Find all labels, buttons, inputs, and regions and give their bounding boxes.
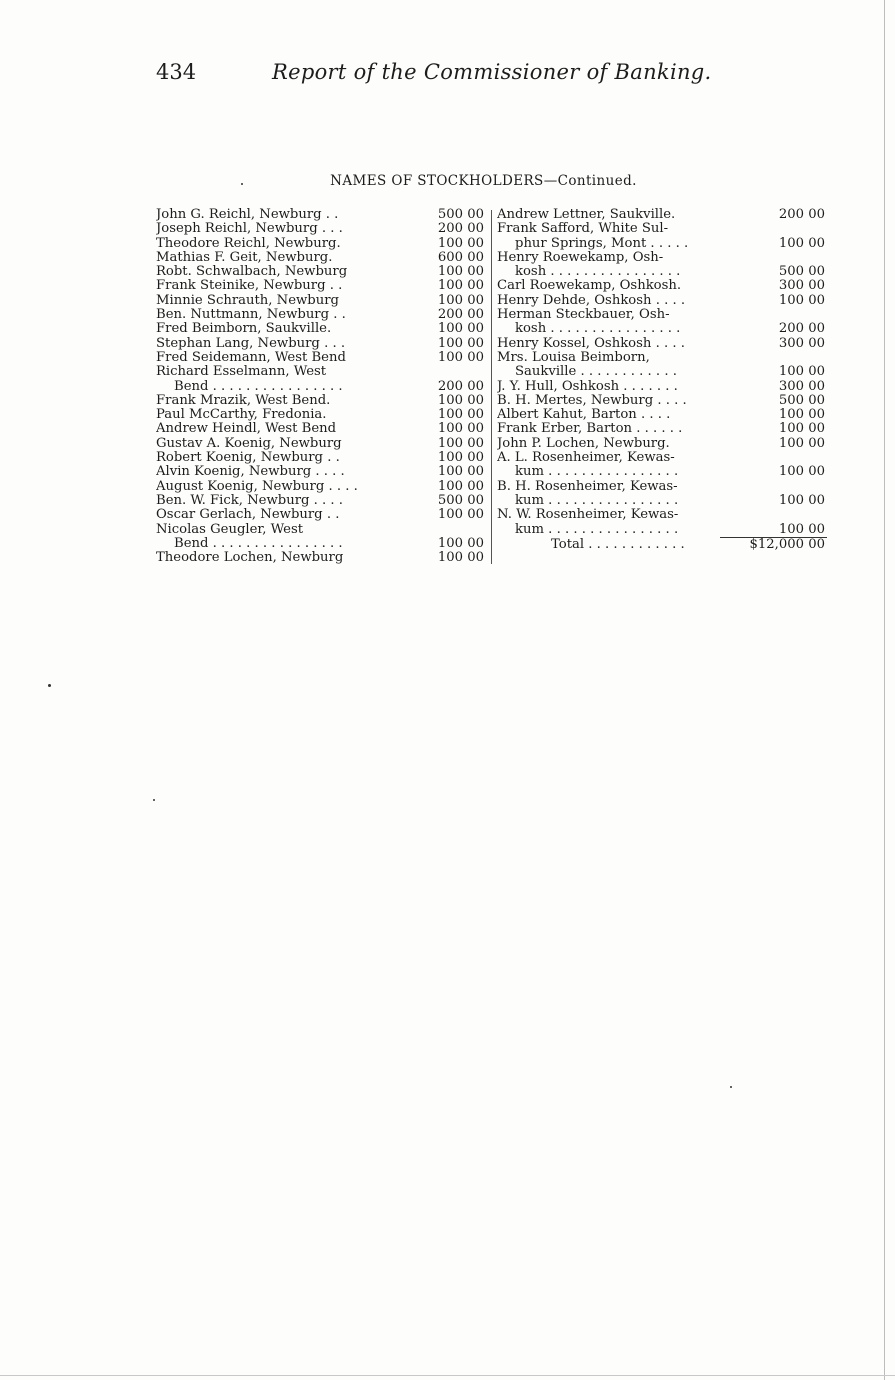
scan-speck (153, 799, 155, 801)
stockholder-name: Paul McCarthy, Fredonia. (156, 408, 327, 423)
stockholder-name: kosh . . . . . . . . . . . . . . . . (515, 322, 681, 337)
stock-amount: 100 00 (437, 292, 484, 308)
stockholder-name: Ben. Nuttmann, Newburg . . (156, 308, 346, 323)
stock-amount: 200 00 (437, 221, 484, 237)
stockholder-row (156, 465, 486, 479)
stockholder-row (497, 408, 827, 422)
stock-amount: 100 00 (437, 278, 484, 294)
scan-speck (730, 1086, 732, 1088)
stock-amount (720, 222, 827, 236)
stock-amount: 500 00 (778, 392, 825, 408)
stock-amount: 200 00 (437, 378, 484, 394)
column-divider (491, 210, 492, 564)
stockholder-row (156, 265, 486, 279)
stockholder-row (156, 508, 486, 522)
stockholder-row (156, 408, 486, 422)
stockholder-row (156, 380, 486, 394)
scan-speck (48, 684, 51, 687)
stockholder-name: Henry Kossel, Oshkosh . . . . (497, 336, 685, 351)
stockholder-name: Saukville . . . . . . . . . . . . (515, 365, 677, 380)
stockholder-row (156, 222, 486, 236)
stockholder-row (156, 279, 486, 293)
page-number: 434 (156, 60, 197, 84)
stockholder-name: Robert Koenig, Newburg . . (156, 451, 340, 466)
stockholder-row (156, 451, 486, 465)
stock-amount: 600 00 (437, 249, 484, 265)
stock-amount: 300 00 (778, 335, 825, 351)
stockholder-row (156, 480, 486, 494)
stockholder-name: A. L. Rosenheimer, Kewas- (497, 451, 675, 466)
stockholder-row (497, 351, 827, 365)
stockholder-name: Bend . . . . . . . . . . . . . . . . (174, 536, 343, 551)
stockholder-row (497, 451, 827, 465)
stockholder-list-right (497, 208, 827, 552)
stockholder-row (497, 523, 827, 537)
stockholder-row (497, 365, 827, 379)
stockholder-name: Fred Beimborn, Saukville. (156, 322, 332, 337)
running-title: Report of the Commissioner of Banking. (272, 60, 712, 84)
stockholder-row (156, 251, 486, 265)
stockholder-row (497, 394, 827, 408)
stock-amount: 300 00 (778, 378, 825, 394)
stock-amount: 100 00 (437, 235, 484, 251)
stock-amount: 100 00 (778, 292, 825, 308)
stock-amount: 100 00 (437, 450, 484, 466)
stock-amount: 100 00 (437, 435, 484, 451)
stockholder-name: Ben. W. Fick, Newburg . . . . (156, 493, 343, 508)
stockholder-row (156, 537, 486, 551)
stockholder-name: Frank Safford, White Sul- (497, 222, 669, 237)
stockholder-name: Stephan Lang, Newburg . . . (156, 336, 346, 351)
stock-amount: 100 00 (778, 521, 825, 537)
stockholder-name: phur Springs, Mont . . . . . (515, 236, 689, 251)
stockholder-row (497, 294, 827, 308)
stock-amount: 100 00 (778, 421, 825, 437)
stockholder-name: Oscar Gerlach, Newburg . . (156, 508, 340, 523)
stock-amount: 100 00 (437, 335, 484, 351)
stockholder-row (497, 508, 827, 522)
stockholder-row (156, 351, 486, 365)
stock-amount: 100 00 (437, 321, 484, 337)
stockholder-row (497, 308, 827, 322)
stockholder-row (497, 380, 827, 394)
stockholder-name: John G. Reichl, Newburg . . (156, 208, 339, 222)
stockholder-row (497, 265, 827, 279)
stock-amount: 100 00 (437, 507, 484, 523)
stockholder-name: Gustav A. Koenig, Newburg (156, 436, 342, 451)
stock-amount: 100 00 (437, 407, 484, 423)
stockholder-name: kum . . . . . . . . . . . . . . . . (515, 465, 679, 480)
stockholder-row (156, 337, 486, 351)
total-label: Total . . . . . . . . . . . . (551, 537, 685, 552)
page-edge (884, 0, 885, 1380)
stockholder-row (156, 523, 486, 537)
stockholder-name: Alvin Koenig, Newburg . . . . (156, 465, 345, 480)
stockholder-row (497, 480, 827, 494)
stockholder-name: B. H. Rosenheimer, Kewas- (497, 479, 678, 494)
section-heading: NAMES OF STOCKHOLDERS—Continued. (330, 173, 637, 189)
stock-amount (399, 365, 486, 379)
stockholder-row (497, 437, 827, 451)
stockholder-row (497, 237, 827, 251)
stockholder-name: Mathias F. Geit, Newburg. (156, 250, 333, 265)
stock-amount: 100 00 (778, 464, 825, 480)
stockholder-row (497, 422, 827, 436)
stock-amount: 100 00 (437, 478, 484, 494)
stockholder-name: Henry Roewekamp, Osh- (497, 250, 664, 265)
stock-amount: 300 00 (778, 278, 825, 294)
stockholder-name: August Koenig, Newburg . . . . (156, 479, 358, 494)
stockholder-row (497, 279, 827, 293)
stockholder-name: Fred Seidemann, West Bend (156, 350, 346, 365)
stockholder-row (156, 208, 486, 222)
stockholder-name: B. H. Mertes, Newburg . . . . (497, 393, 687, 408)
stockholder-name: N. W. Rosenheimer, Kewas- (497, 508, 679, 523)
stock-amount (720, 480, 827, 494)
stock-amount (720, 308, 827, 322)
stockholder-row (497, 465, 827, 479)
stockholder-name: Frank Mrazik, West Bend. (156, 393, 331, 408)
stockholder-name: Theodore Reichl, Newburg. (156, 236, 341, 251)
stockholder-row (156, 365, 486, 379)
stockholder-name: Andrew Lettner, Saukville. (497, 208, 676, 222)
stockholder-name: Bend . . . . . . . . . . . . . . . . (174, 379, 343, 394)
stock-amount: 500 00 (437, 207, 484, 222)
stock-amount: 100 00 (437, 550, 484, 566)
stockholder-row (156, 394, 486, 408)
stockholder-row (156, 294, 486, 308)
stock-amount: 500 00 (437, 492, 484, 508)
stock-amount (399, 523, 486, 537)
scan-speck (241, 183, 243, 185)
stockholder-row (156, 437, 486, 451)
stock-amount: 100 00 (437, 392, 484, 408)
stockholder-name: Herman Steckbauer, Osh- (497, 308, 670, 323)
stockholder-row (497, 322, 827, 336)
stockholder-name: Nicolas Geugler, West (156, 522, 304, 537)
stockholder-row (156, 308, 486, 322)
stock-amount: 500 00 (778, 264, 825, 280)
stock-amount: 100 00 (437, 464, 484, 480)
stockholder-row (156, 494, 486, 508)
stockholder-name: Henry Dehde, Oshkosh . . . . (497, 293, 686, 308)
stockholder-name: kum . . . . . . . . . . . . . . . . (515, 522, 679, 537)
stockholder-name: Richard Esselmann, West (156, 365, 327, 380)
stockholder-row (497, 222, 827, 236)
stockholder-row (156, 237, 486, 251)
page-bottom-edge (0, 1375, 895, 1376)
stockholder-name: J. Y. Hull, Oshkosh . . . . . . . (497, 379, 678, 394)
stockholder-name: Minnie Schrauth, Newburg (156, 293, 339, 308)
stock-amount: 100 00 (778, 435, 825, 451)
stockholder-name: Joseph Reichl, Newburg . . . (156, 222, 343, 237)
stock-amount: 200 00 (778, 207, 825, 222)
stockholder-row (497, 208, 827, 222)
stock-amount: 100 00 (778, 492, 825, 508)
stockholder-row (497, 251, 827, 265)
stock-amount (720, 451, 827, 465)
stock-amount: 200 00 (778, 321, 825, 337)
total-amount: $12,000 00 (749, 536, 825, 552)
stock-amount (720, 351, 827, 365)
stockholder-row (156, 322, 486, 336)
stockholder-name: kum . . . . . . . . . . . . . . . . (515, 493, 679, 508)
stockholder-row (497, 337, 827, 351)
stockholder-row (156, 551, 486, 565)
stock-amount (720, 508, 827, 522)
stock-amount: 100 00 (437, 535, 484, 551)
total-row (497, 538, 827, 552)
stockholder-name: Frank Erber, Barton . . . . . . (497, 422, 683, 437)
stock-amount (720, 251, 827, 265)
stockholder-name: kosh . . . . . . . . . . . . . . . . (515, 265, 681, 280)
stockholder-name: Mrs. Louisa Beimborn, (497, 350, 650, 365)
stockholder-name: Theodore Lochen, Newburg (156, 551, 344, 566)
stock-amount: 100 00 (437, 349, 484, 365)
stock-amount: 100 00 (437, 264, 484, 280)
stock-amount: 100 00 (778, 407, 825, 423)
stockholder-name: Robt. Schwalbach, Newburg (156, 265, 348, 280)
stockholder-row (156, 422, 486, 436)
stockholder-name: Carl Roewekamp, Oshkosh. (497, 279, 682, 294)
stock-amount: 200 00 (437, 307, 484, 323)
stockholder-name: Andrew Heindl, West Bend (156, 422, 337, 437)
stockholder-list-left (156, 208, 486, 565)
stock-amount: 100 00 (778, 235, 825, 251)
stockholder-name: John P. Lochen, Newburg. (497, 436, 670, 451)
stock-amount: 100 00 (437, 421, 484, 437)
stockholder-name: Frank Steinike, Newburg . . (156, 279, 343, 294)
stockholder-row (497, 494, 827, 508)
stockholder-name: Albert Kahut, Barton . . . . (497, 408, 671, 423)
stock-amount: 100 00 (778, 364, 825, 380)
